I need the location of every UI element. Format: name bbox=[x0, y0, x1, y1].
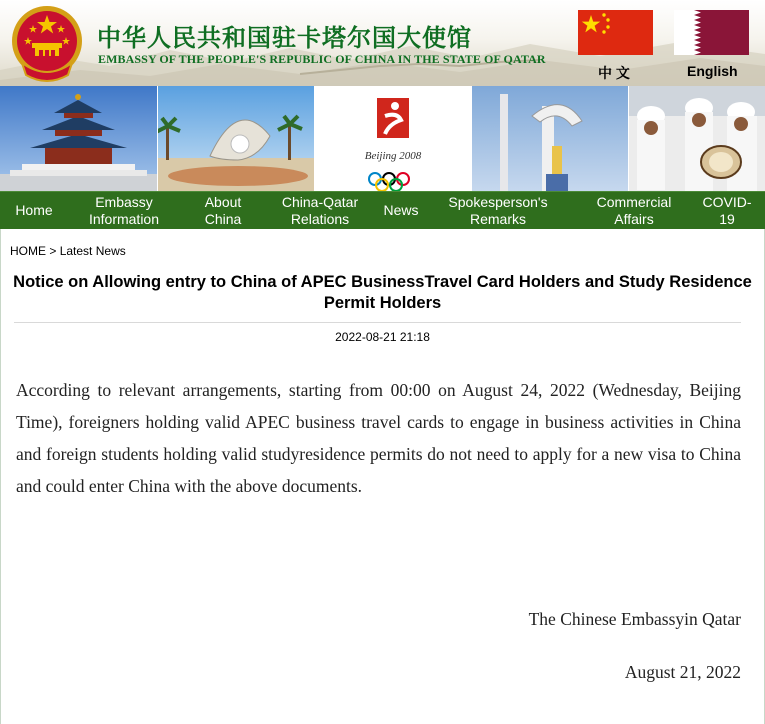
nav-item-covid-19[interactable]: COVID- 19 bbox=[702, 193, 752, 227]
article-signature: The Chinese Embassyin Qatar bbox=[528, 609, 741, 629]
lang-english-link[interactable]: English bbox=[687, 63, 738, 79]
site-title-english: EMBASSY OF THE PEOPLE'S REPUBLIC OF CHINA IN THE STATE OF QATAR bbox=[98, 52, 546, 66]
main-navigation bbox=[0, 191, 765, 229]
beijing-2008-text: Beijing 2008 bbox=[364, 150, 422, 162]
article-body: According to relevant arrangements, starting from 00:00 on August 24, 2022 (Wednesday, Beijing Time), foreigners holding valid APEC business travel cards to engage in business activities in China and foreign students holding valid studyresidence permits do not need to apply for a new visa to China and could enter China with the above documents. bbox=[16, 380, 741, 496]
nav-item-china-qatar-relations[interactable]: China-Qatar Relations bbox=[281, 193, 359, 227]
banner-strip bbox=[0, 86, 765, 191]
article-title: Notice on Allowing entry to China of APEC BusinessTravel Card Holders and Study Residence Permit Holders bbox=[13, 273, 752, 312]
breadcrumb-current-link[interactable]: Latest News bbox=[59, 244, 126, 258]
site-title-chinese: 中华人民共和国驻卡塔尔国大使馆 bbox=[97, 23, 472, 52]
qatar-flag-icon[interactable] bbox=[674, 10, 749, 55]
banner-photo-temple-of-heaven bbox=[0, 86, 157, 191]
nav-item-commercial-affairs[interactable]: Commercial Affairs bbox=[596, 193, 672, 227]
article-date: 2022-08-21 21:18 bbox=[335, 330, 430, 344]
china-flag-icon[interactable] bbox=[578, 10, 653, 55]
banner-photo-qatari-drummers bbox=[629, 86, 765, 191]
nav-item-home[interactable]: Home bbox=[15, 202, 53, 218]
breadcrumb-home-link[interactable]: HOME bbox=[10, 244, 46, 258]
breadcrumb bbox=[10, 244, 126, 258]
banner-photo-torch-monument bbox=[472, 86, 628, 191]
banner-photo-beijing-2008-logo bbox=[315, 86, 471, 191]
nav-item-news[interactable]: News bbox=[383, 202, 419, 218]
title-divider bbox=[14, 322, 741, 323]
article-sign-date: August 21, 2022 bbox=[624, 662, 741, 682]
nav-item-about-china[interactable]: About China bbox=[204, 193, 242, 227]
lang-chinese-link[interactable]: 中 文 bbox=[598, 65, 630, 81]
nav-item-spokespersons-remarks[interactable]: Spokesperson's Remarks bbox=[448, 193, 548, 227]
breadcrumb-separator: > bbox=[49, 244, 57, 258]
site-header bbox=[0, 0, 765, 86]
national-emblem-icon bbox=[8, 3, 86, 83]
banner-photo-pearl-monument bbox=[158, 86, 314, 191]
nav-item-embassy-information[interactable]: Embassy Information bbox=[88, 193, 160, 227]
